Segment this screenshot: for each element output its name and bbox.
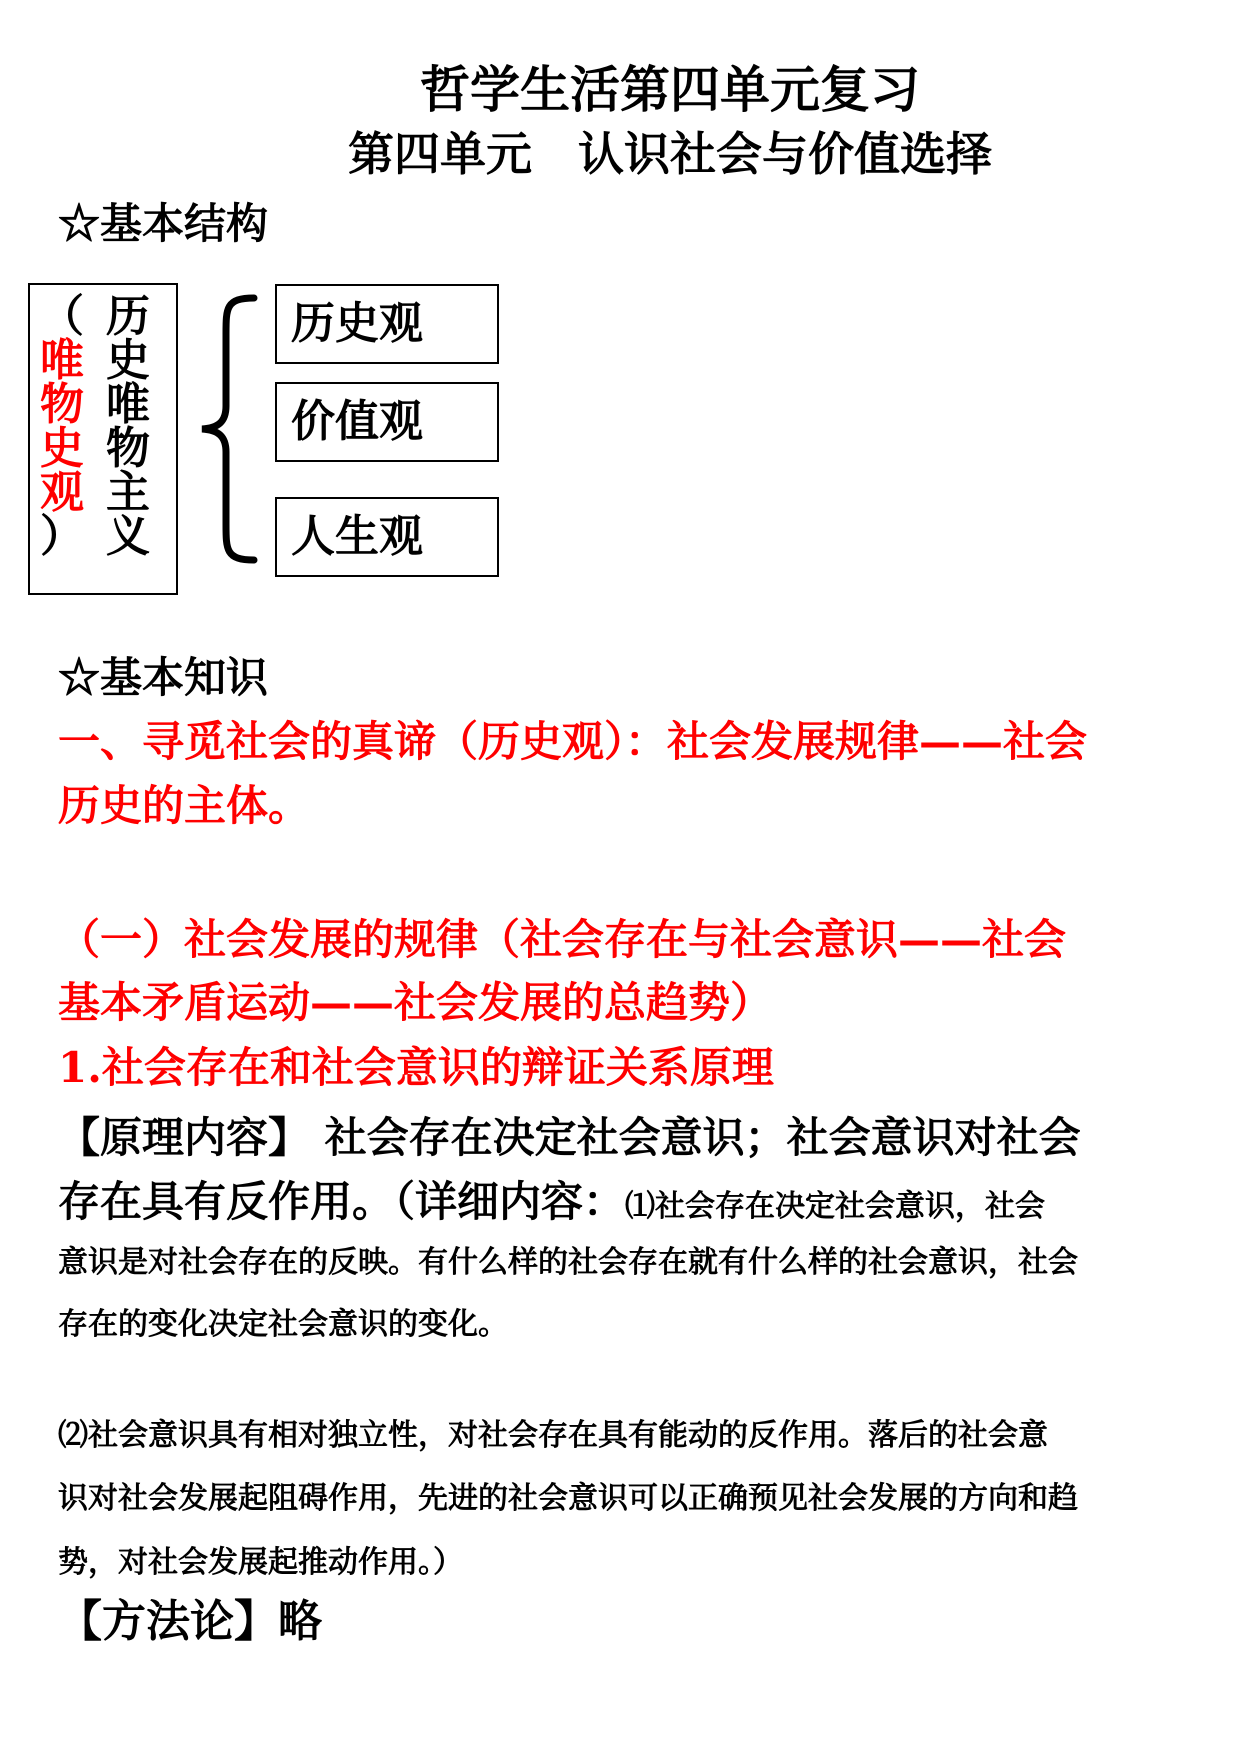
detail2-line1: ⑵社会意识具有相对独立性，对社会存在具有能动的反作用。落后的社会意 [58, 1418, 1048, 1453]
methodology-line: 【方法论】略 [58, 1596, 322, 1647]
principle-line1: 【原理内容】 社会存在决定社会意识；社会意识对社会 [58, 1113, 1081, 1162]
red-char: 唯 [40, 335, 84, 386]
page-title: 哲学生活第四单元复习 [420, 60, 920, 119]
subtitle-topic: 认识社会与价值选择 [578, 127, 992, 181]
detail1-line3: 存在的变化决定社会意识的变化。 [58, 1307, 508, 1342]
black-char: 史 [106, 335, 150, 386]
detail1-line2: 意识是对社会存在的反映。有什么样的社会存在就有什么样的社会意识，社会 [58, 1245, 1078, 1280]
box-value-view: 价值观 [275, 382, 499, 462]
structure-main-box [28, 283, 178, 595]
structure-black-column [106, 291, 150, 562]
part1-heading-line2: 历史的主体。 [58, 781, 311, 830]
detail2-line2: 识对社会发展起阻碍作用，先进的社会意识可以正确预见社会发展的方向和趋 [58, 1481, 1078, 1516]
sub1-heading-line2: 基本矛盾运动——社会发展的总趋势） [58, 978, 773, 1027]
black-char: 主 [106, 467, 150, 518]
paren-close: ） [40, 511, 84, 562]
structure-heading: ☆基本结构 [58, 199, 269, 248]
box-history-view: 历史观 [275, 284, 499, 364]
principle-line2-big: 存在具有反作用。（详细内容： [58, 1177, 626, 1226]
structure-red-column [40, 291, 84, 562]
red-char: 物 [40, 379, 84, 430]
box-life-view: 人生观 [275, 497, 499, 577]
sub1-heading-line1: （一）社会发展的规律（社会存在与社会意识——社会 [58, 915, 1067, 964]
subtitle-unit: 第四单元 [348, 127, 532, 181]
principle-line2-small: ⑴社会存在决定社会意识，社会 [625, 1189, 1046, 1224]
point1-heading: 1.社会存在和社会意识的辩证关系原理 [58, 1043, 774, 1092]
red-char: 史 [40, 423, 84, 474]
black-char: 唯 [106, 379, 150, 430]
black-char: 义 [106, 511, 150, 562]
red-char: 观 [40, 467, 84, 518]
black-char: 历 [106, 291, 150, 342]
paren-open: （ [40, 291, 84, 342]
principle-line2 [58, 1172, 1045, 1237]
knowledge-heading: ☆基本知识 [58, 653, 269, 702]
page-subtitle [0, 124, 1241, 184]
curly-brace-icon [196, 294, 258, 564]
black-char: 物 [106, 423, 150, 474]
detail2-line3: 势，对社会发展起推动作用。） [58, 1545, 463, 1580]
part1-heading-line1: 一、寻觅社会的真谛（历史观）：社会发展规律——社会 [58, 717, 1088, 766]
